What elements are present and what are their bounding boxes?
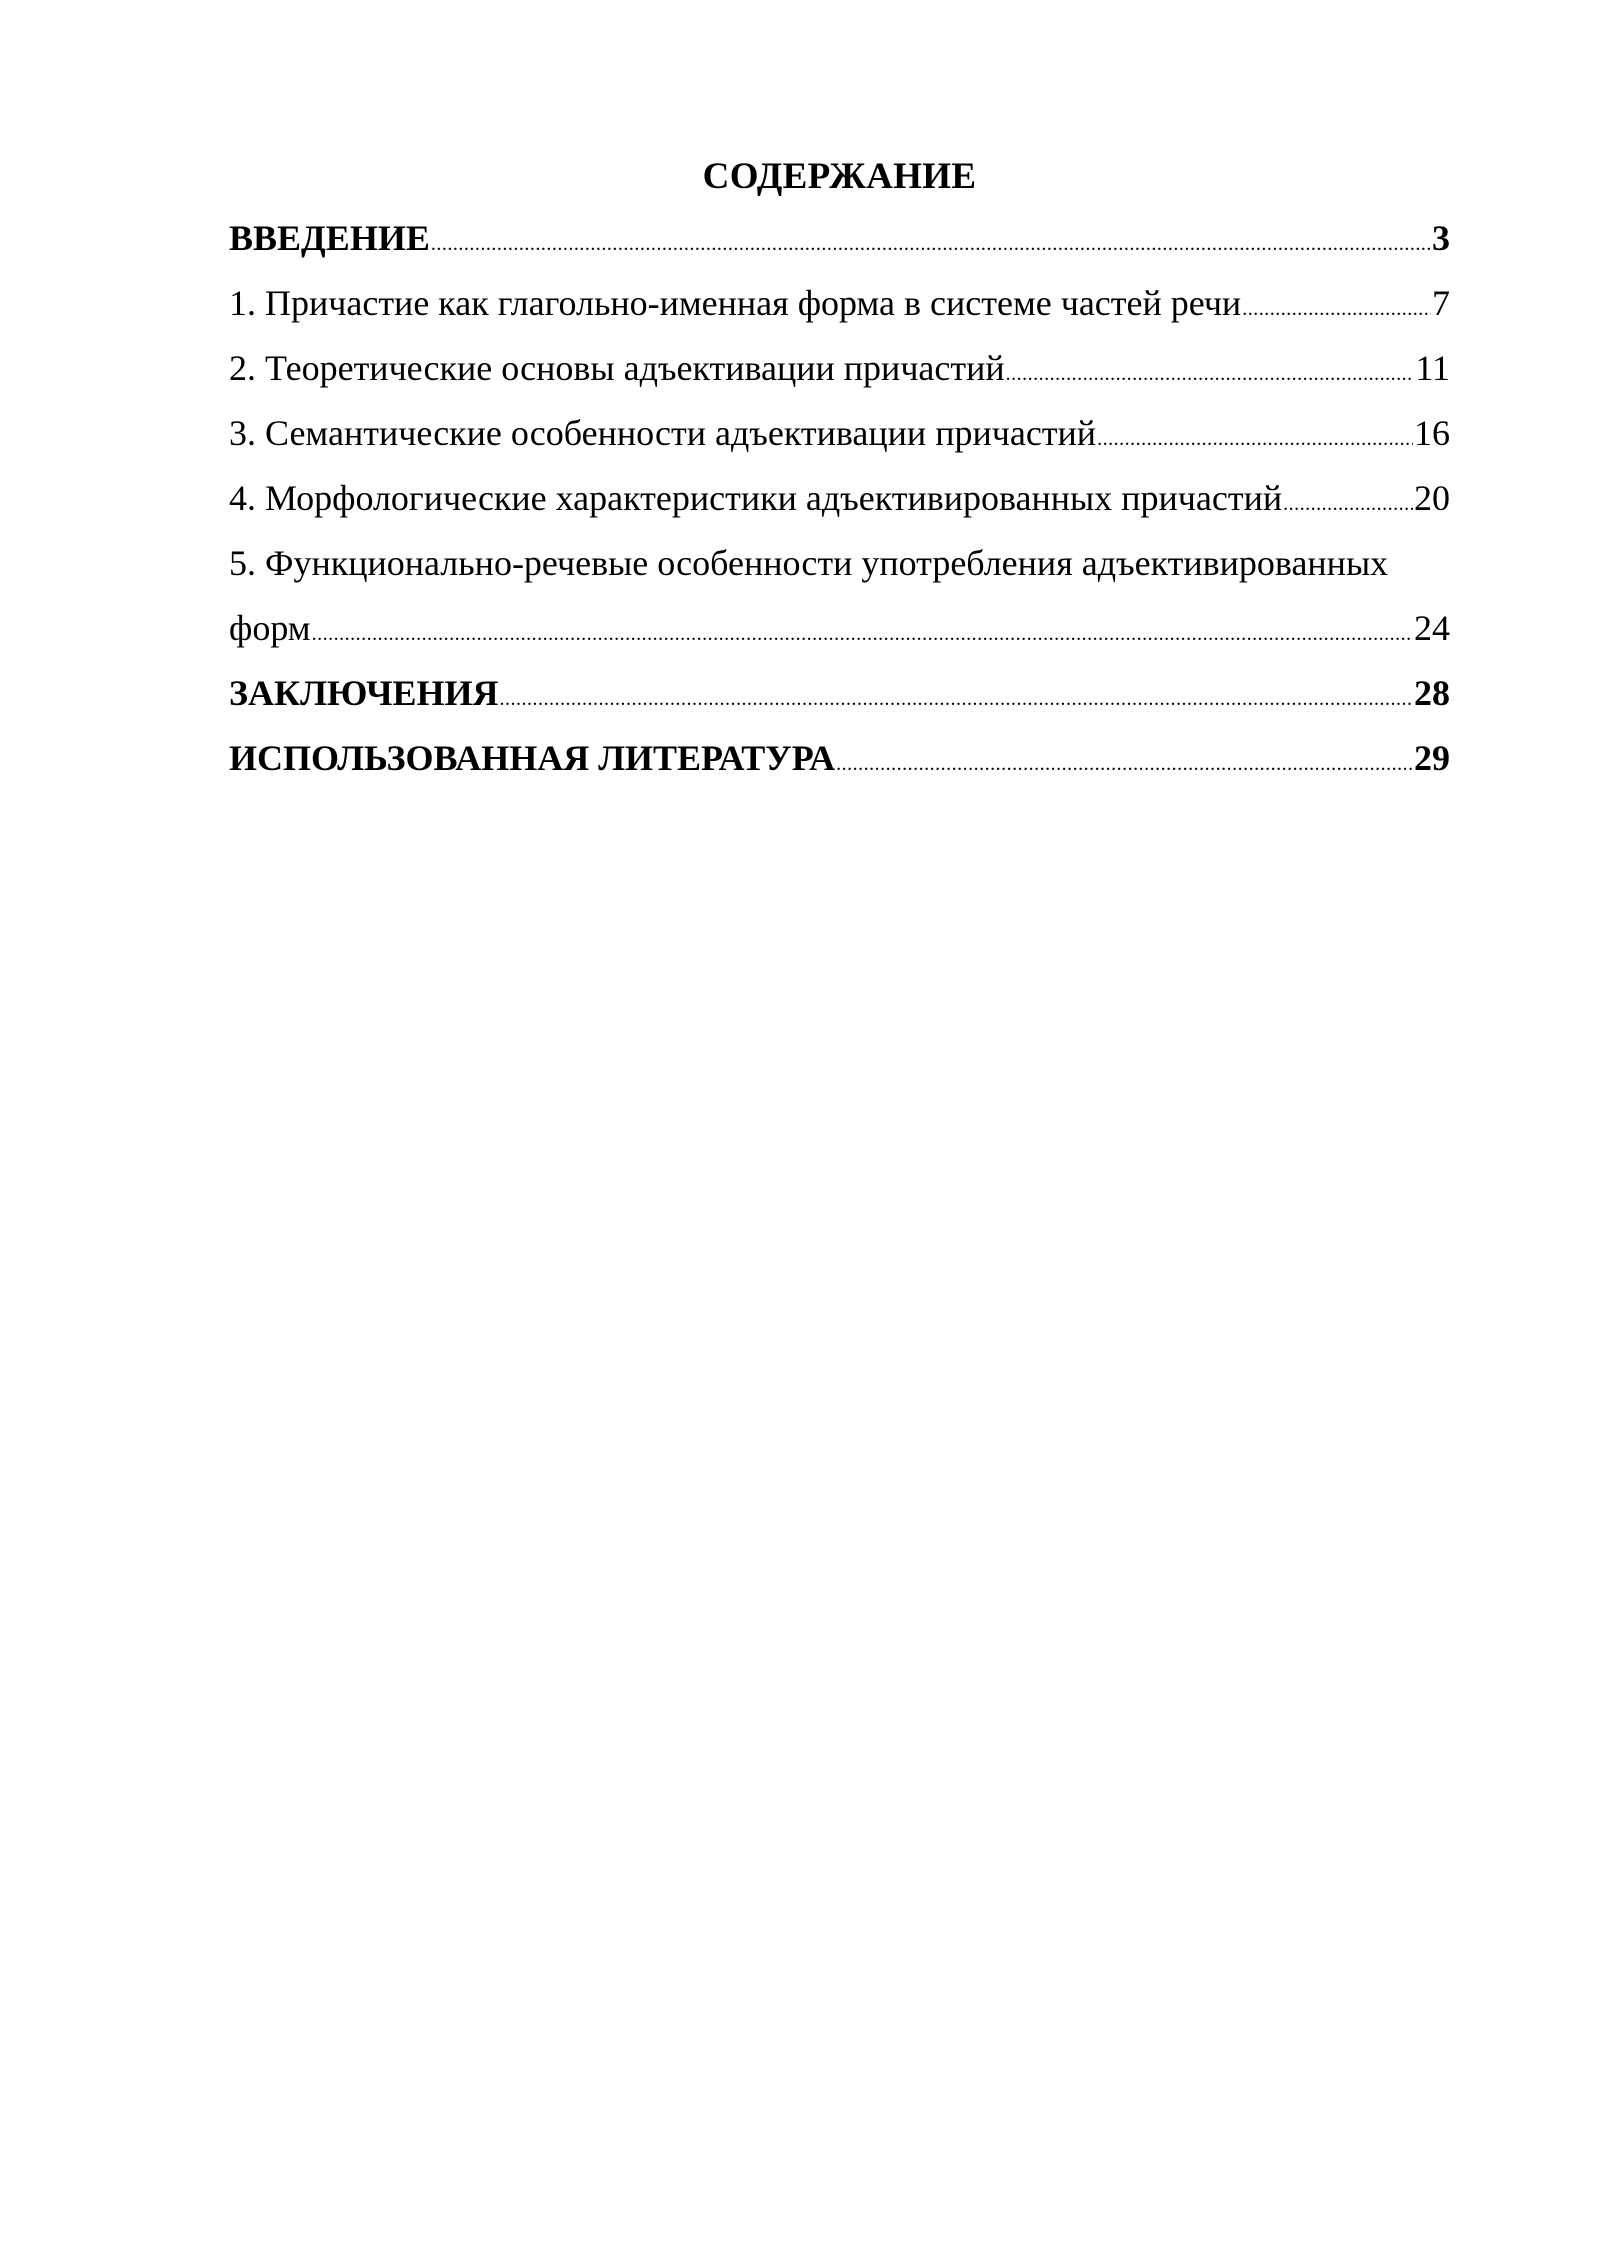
dot-leader [1006, 342, 1415, 407]
toc-entry-page: 16 [1414, 413, 1450, 453]
toc-entry-references[interactable] [229, 726, 1450, 791]
toc-entry-conclusion[interactable] [229, 661, 1450, 726]
toc-entry-title: 3. Семантические особенности адъективации причастий [229, 413, 1097, 453]
toc-entry-introduction[interactable] [229, 206, 1450, 271]
dot-leader [500, 667, 1413, 732]
toc-entry-line [229, 726, 1450, 791]
toc-entry-page: 3 [1432, 218, 1450, 258]
dot-leader [1242, 277, 1431, 342]
toc-entry-chapter-1[interactable] [229, 271, 1450, 336]
toc-entry-title-line2: форм [229, 608, 311, 648]
toc-entry-line [229, 596, 1450, 661]
toc-entry-line [229, 401, 1450, 466]
toc-entry-chapter-5[interactable] [229, 531, 1450, 661]
toc-entry-page: 7 [1432, 283, 1450, 323]
toc-entry-title: 2. Теоретические основы адъективации причастий [229, 348, 1005, 388]
toc-entry-line [229, 206, 1450, 271]
toc-entry-title-line1: 5. Функционально-речевые особенности употребления адъективированных [229, 543, 1389, 583]
toc-entry-title: 1. Причастие как глагольно-именная форма в системе частей речи [229, 283, 1242, 323]
toc-entry-page: 28 [1414, 673, 1450, 713]
toc-entry-chapter-4[interactable] [229, 466, 1450, 531]
dot-leader [431, 212, 1431, 277]
toc-entry-title: ИСПОЛЬЗОВАННАЯ ЛИТЕРАТУРА [229, 738, 836, 778]
toc-entry-title: ЗАКЛЮЧЕНИЯ [229, 673, 499, 713]
toc-entry-title: 4. Морфологические характеристики адъективированных причастий [229, 478, 1283, 518]
toc-entry-chapter-3[interactable] [229, 401, 1450, 466]
toc-entry-line [229, 661, 1450, 726]
toc-entry-page: 20 [1414, 478, 1450, 518]
toc-entry-line [229, 336, 1450, 401]
dot-leader [1097, 407, 1413, 472]
toc-list [229, 206, 1450, 791]
dot-leader [836, 732, 1413, 797]
toc-entry-page: 24 [1414, 608, 1450, 648]
dot-leader [312, 602, 1413, 667]
toc-title: СОДЕРЖАНИЕ [702, 156, 977, 197]
toc-entry-line [229, 466, 1450, 531]
toc-entry-line [229, 271, 1450, 336]
toc-entry-chapter-2[interactable] [229, 336, 1450, 401]
dot-leader [1283, 472, 1413, 537]
toc-entry-page: 29 [1414, 738, 1450, 778]
toc-entry-title: ВВЕДЕНИЕ [229, 218, 430, 258]
toc-entry-page: 11 [1415, 348, 1450, 388]
table-of-contents [229, 148, 1450, 791]
